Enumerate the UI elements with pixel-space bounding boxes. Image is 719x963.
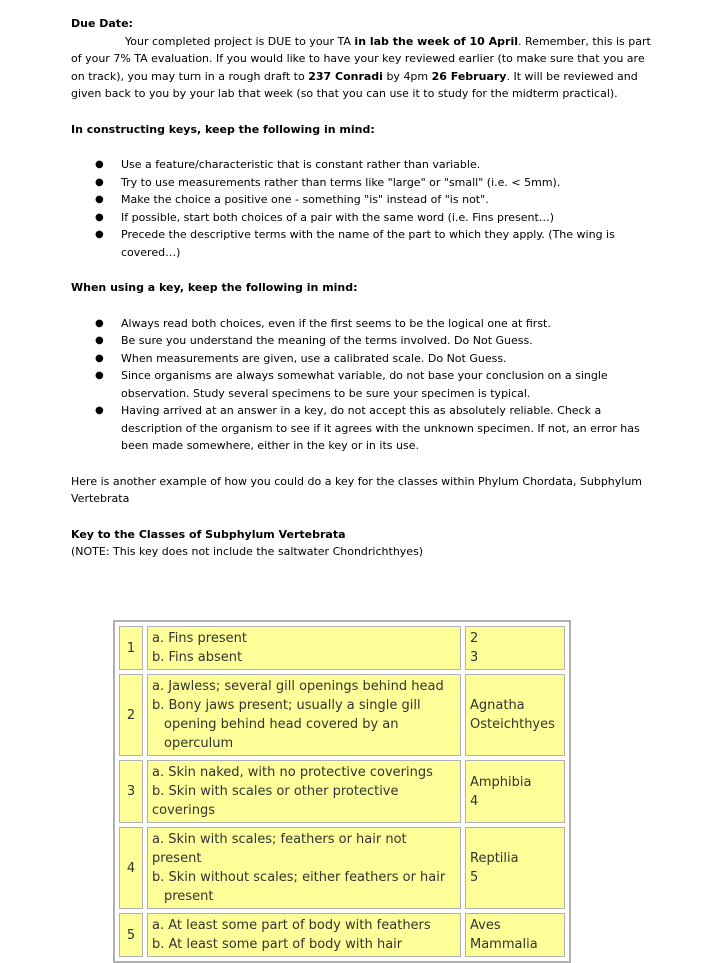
bullet-icon: ● <box>95 211 104 223</box>
couplet-number: 2 <box>119 674 143 756</box>
list-item: ● Precede the descriptive terms with the name of the part to which they apply. (The wing is covered…) <box>95 228 615 259</box>
bullet-icon: ● <box>95 352 104 364</box>
couplet-number: 5 <box>119 913 143 957</box>
list-item: ● Make the choice a positive one - something "is" instead of "is not". <box>71 191 661 209</box>
vertebrata-key-table <box>113 620 571 963</box>
couplet-results: Aves Mammalia <box>465 913 565 957</box>
bullet-icon: ● <box>95 370 104 381</box>
bullet-icon: ● <box>95 405 104 416</box>
couplet-number: 4 <box>119 827 143 909</box>
couplet-results: Reptilia 5 <box>465 827 565 909</box>
key-note: (NOTE: This key does not include the saltwater Chondrichthyes) <box>71 545 424 558</box>
couplet-results: Agnatha Osteichthyes <box>465 674 565 756</box>
couplet-results: Amphibia 4 <box>465 760 565 823</box>
couplet-number: 3 <box>119 760 143 823</box>
list-item: ● Since organisms are always somewhat variable, do not base your conclusion on a single observation. Study several specimens to be sure your specimen is typical. <box>95 369 608 400</box>
example-paragraph: Here is another example of how you could do a key for the classes within Phylum Chordata, Subphylum Vertebrata <box>71 474 643 505</box>
couplet-choices: a. Jawless; several gill openings behind head b. Bony jaws present; usually a single gill opening behind head covered by an operculum <box>147 674 461 756</box>
list-item: ● Be sure you understand the meaning of the terms involved. Do Not Guess. <box>71 332 661 350</box>
couplet-choices: a. At least some part of body with feathers b. At least some part of body with hair <box>147 913 461 957</box>
constructing-keys-heading: In constructing keys, keep the following in mind: <box>71 122 375 136</box>
list-item: ● Having arrived at an answer in a key, do not accept this as absolutely reliable. Check a description of the organism to see if it agrees with the unknown specimen. If not, an error has been made somewhere, either in the key or in its use. <box>95 404 640 452</box>
couplet-choices: a. Fins present b. Fins absent <box>147 626 461 670</box>
table-row <box>119 913 565 957</box>
couplet-results: 2 3 <box>465 626 565 670</box>
bullet-icon: ● <box>95 176 104 188</box>
table-row <box>119 626 565 670</box>
bullet-icon: ● <box>95 335 104 346</box>
document-body <box>71 15 661 561</box>
constructing-keys-list <box>71 156 661 261</box>
list-item: ● Always read both choices, even if the first seems to be the logical one at first. <box>71 315 661 333</box>
bullet-icon: ● <box>95 159 104 170</box>
using-keys-heading: When using a key, keep the following in mind: <box>71 281 358 294</box>
list-item: ● If possible, start both choices of a pair with the same word (i.e. Fins present…) <box>71 209 661 227</box>
table-row <box>119 760 565 823</box>
couplet-choices: a. Skin with scales; feathers or hair not present b. Skin without scales; either feathers or hair present <box>147 827 461 909</box>
bullet-icon: ● <box>95 317 104 329</box>
table-row <box>119 827 565 909</box>
list-item: ● Try to use measurements rather than terms like "large" or "small" (i.e. < 5mm). <box>71 174 661 192</box>
list-item: ● When measurements are given, use a calibrated scale. Do Not Guess. <box>71 350 661 368</box>
bullet-icon: ● <box>95 229 104 240</box>
couplet-number: 1 <box>119 626 143 670</box>
table-row <box>119 674 565 756</box>
bullet-icon: ● <box>95 194 104 205</box>
list-item: ● Use a feature/characteristic that is constant rather than variable. <box>71 156 661 174</box>
key-title: Key to the Classes of Subphylum Vertebrata <box>71 527 346 541</box>
couplet-choices: a. Skin naked, with no protective coverings b. Skin with scales or other protective coverings <box>147 760 461 823</box>
using-keys-list <box>71 315 661 455</box>
due-date-heading: Due Date: <box>71 17 133 30</box>
due-date-paragraph: Your completed project is DUE to your TA in lab the week of 10 April. Remember, this is part of your 7% TA evaluation. If you would like to have your key reviewed earlier (to make sure that you are on track), you may turn in a rough draft to 237 Conradi by 4pm 26 February. It will be reviewed and given back to you by your lab that week (so that you can use it to study for the midterm practical). <box>71 34 651 100</box>
